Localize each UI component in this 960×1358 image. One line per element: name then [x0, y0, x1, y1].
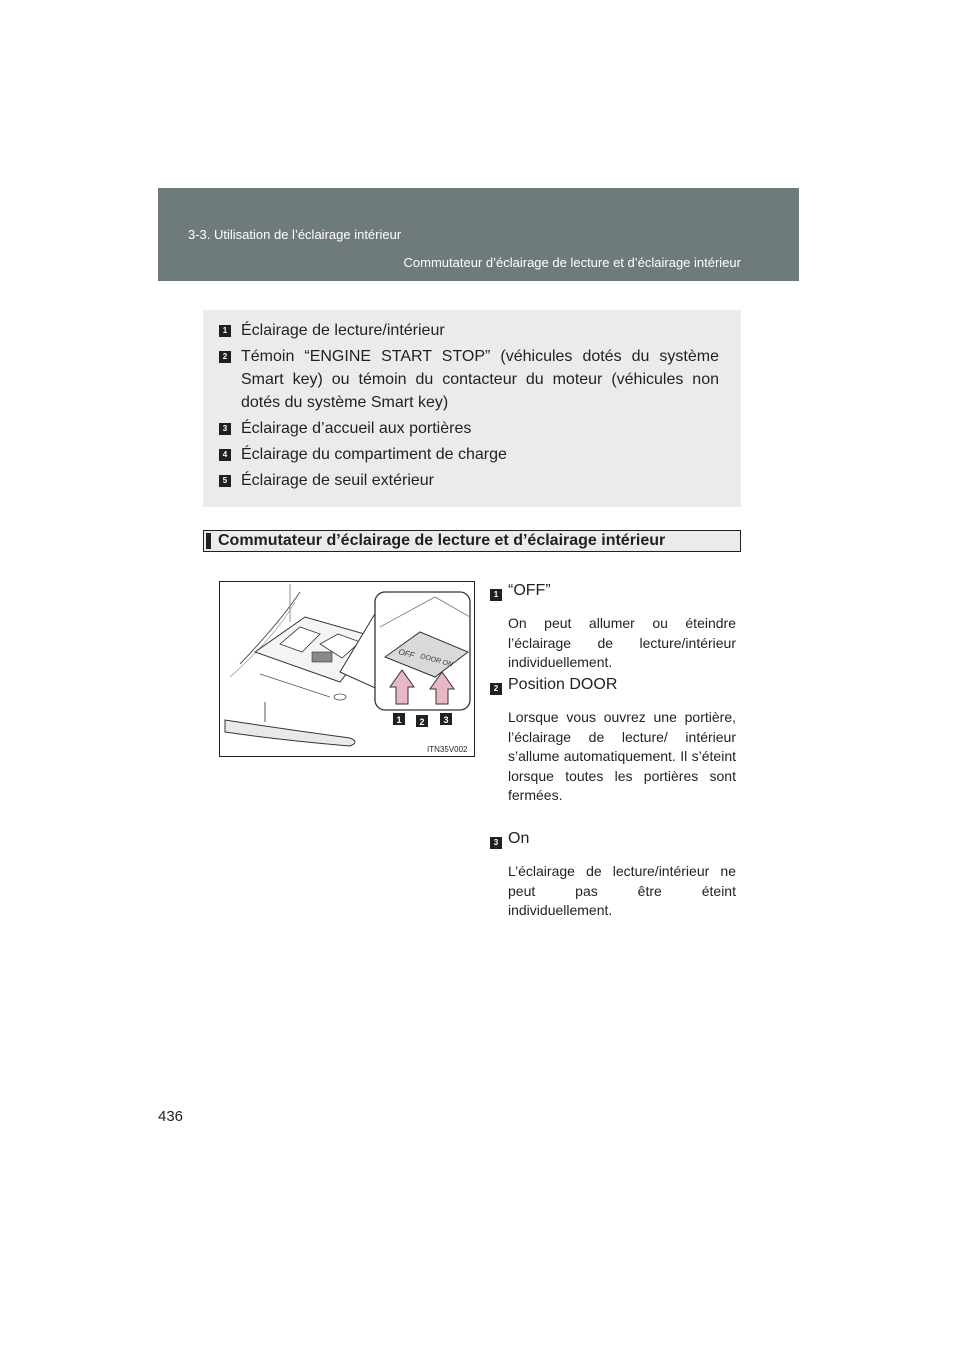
- heading-bar: [206, 533, 211, 549]
- legend-text: Témoin “ENGINE START STOP” (véhicules dotés du système Smart key) ou témoin du contacteur du moteur (véhicules non dotés du système Smart key): [241, 348, 719, 411]
- section-title: 3-3. Utilisation de l’éclairage intérieur: [188, 227, 402, 242]
- legend-item: [219, 469, 719, 492]
- number-badge: 1: [219, 325, 231, 337]
- legend-text: Éclairage d’accueil aux portières: [241, 420, 472, 437]
- option-description: On peut allumer ou éteindre l’éclairage de lecture/intérieur individuellement.: [508, 615, 736, 670]
- callout-number: 3: [443, 715, 449, 725]
- number-badge: 2: [490, 683, 502, 695]
- section-heading-text: Commutateur d’éclairage de lecture et d’éclairage intérieur: [218, 532, 666, 549]
- number-badge: 2: [219, 351, 231, 363]
- option-description: L’éclairage de lecture/intérieur ne peut pas être éteint individuellement.: [508, 863, 736, 918]
- callout-number: 1: [396, 715, 402, 725]
- option-label: “OFF”: [508, 582, 551, 599]
- legend-item: [219, 443, 719, 466]
- figure-code: ITN35V002: [427, 745, 468, 754]
- subsection-title: Commutateur d’éclairage de lecture et d’éclairage intérieur: [403, 255, 741, 270]
- option-label: Position DOOR: [508, 676, 618, 693]
- option-description: Lorsque vous ouvrez une portière, l’éclairage de lecture/ intérieur s’allume automatiquement. Il s’éteint lorsque toutes les portières sont fermées.: [508, 709, 736, 803]
- number-badge: 3: [490, 837, 502, 849]
- page-header: [158, 188, 799, 281]
- legend-text: Éclairage de lecture/intérieur: [241, 322, 445, 339]
- switch-label-off: OFF: [397, 647, 416, 661]
- switch-label-door: DOOR: [419, 653, 442, 666]
- option-label: On: [508, 830, 530, 847]
- legend-text: Éclairage du compartiment de charge: [241, 446, 507, 463]
- legend-box: [203, 310, 741, 507]
- legend-text: Éclairage de seuil extérieur: [241, 472, 434, 489]
- number-badge: 1: [490, 589, 502, 601]
- number-badge: 4: [219, 449, 231, 461]
- legend-item: [219, 417, 719, 440]
- switch-label-on: ON: [441, 659, 454, 669]
- illustration-drawing: [220, 582, 475, 757]
- page-number: 436: [158, 1108, 184, 1125]
- number-badge: 5: [219, 475, 231, 487]
- section-heading: [203, 530, 741, 552]
- legend-item: [219, 319, 719, 342]
- legend-item: [219, 345, 719, 414]
- number-badge: 3: [219, 423, 231, 435]
- switch-illustration: [219, 581, 475, 757]
- callout-number: 2: [419, 717, 425, 727]
